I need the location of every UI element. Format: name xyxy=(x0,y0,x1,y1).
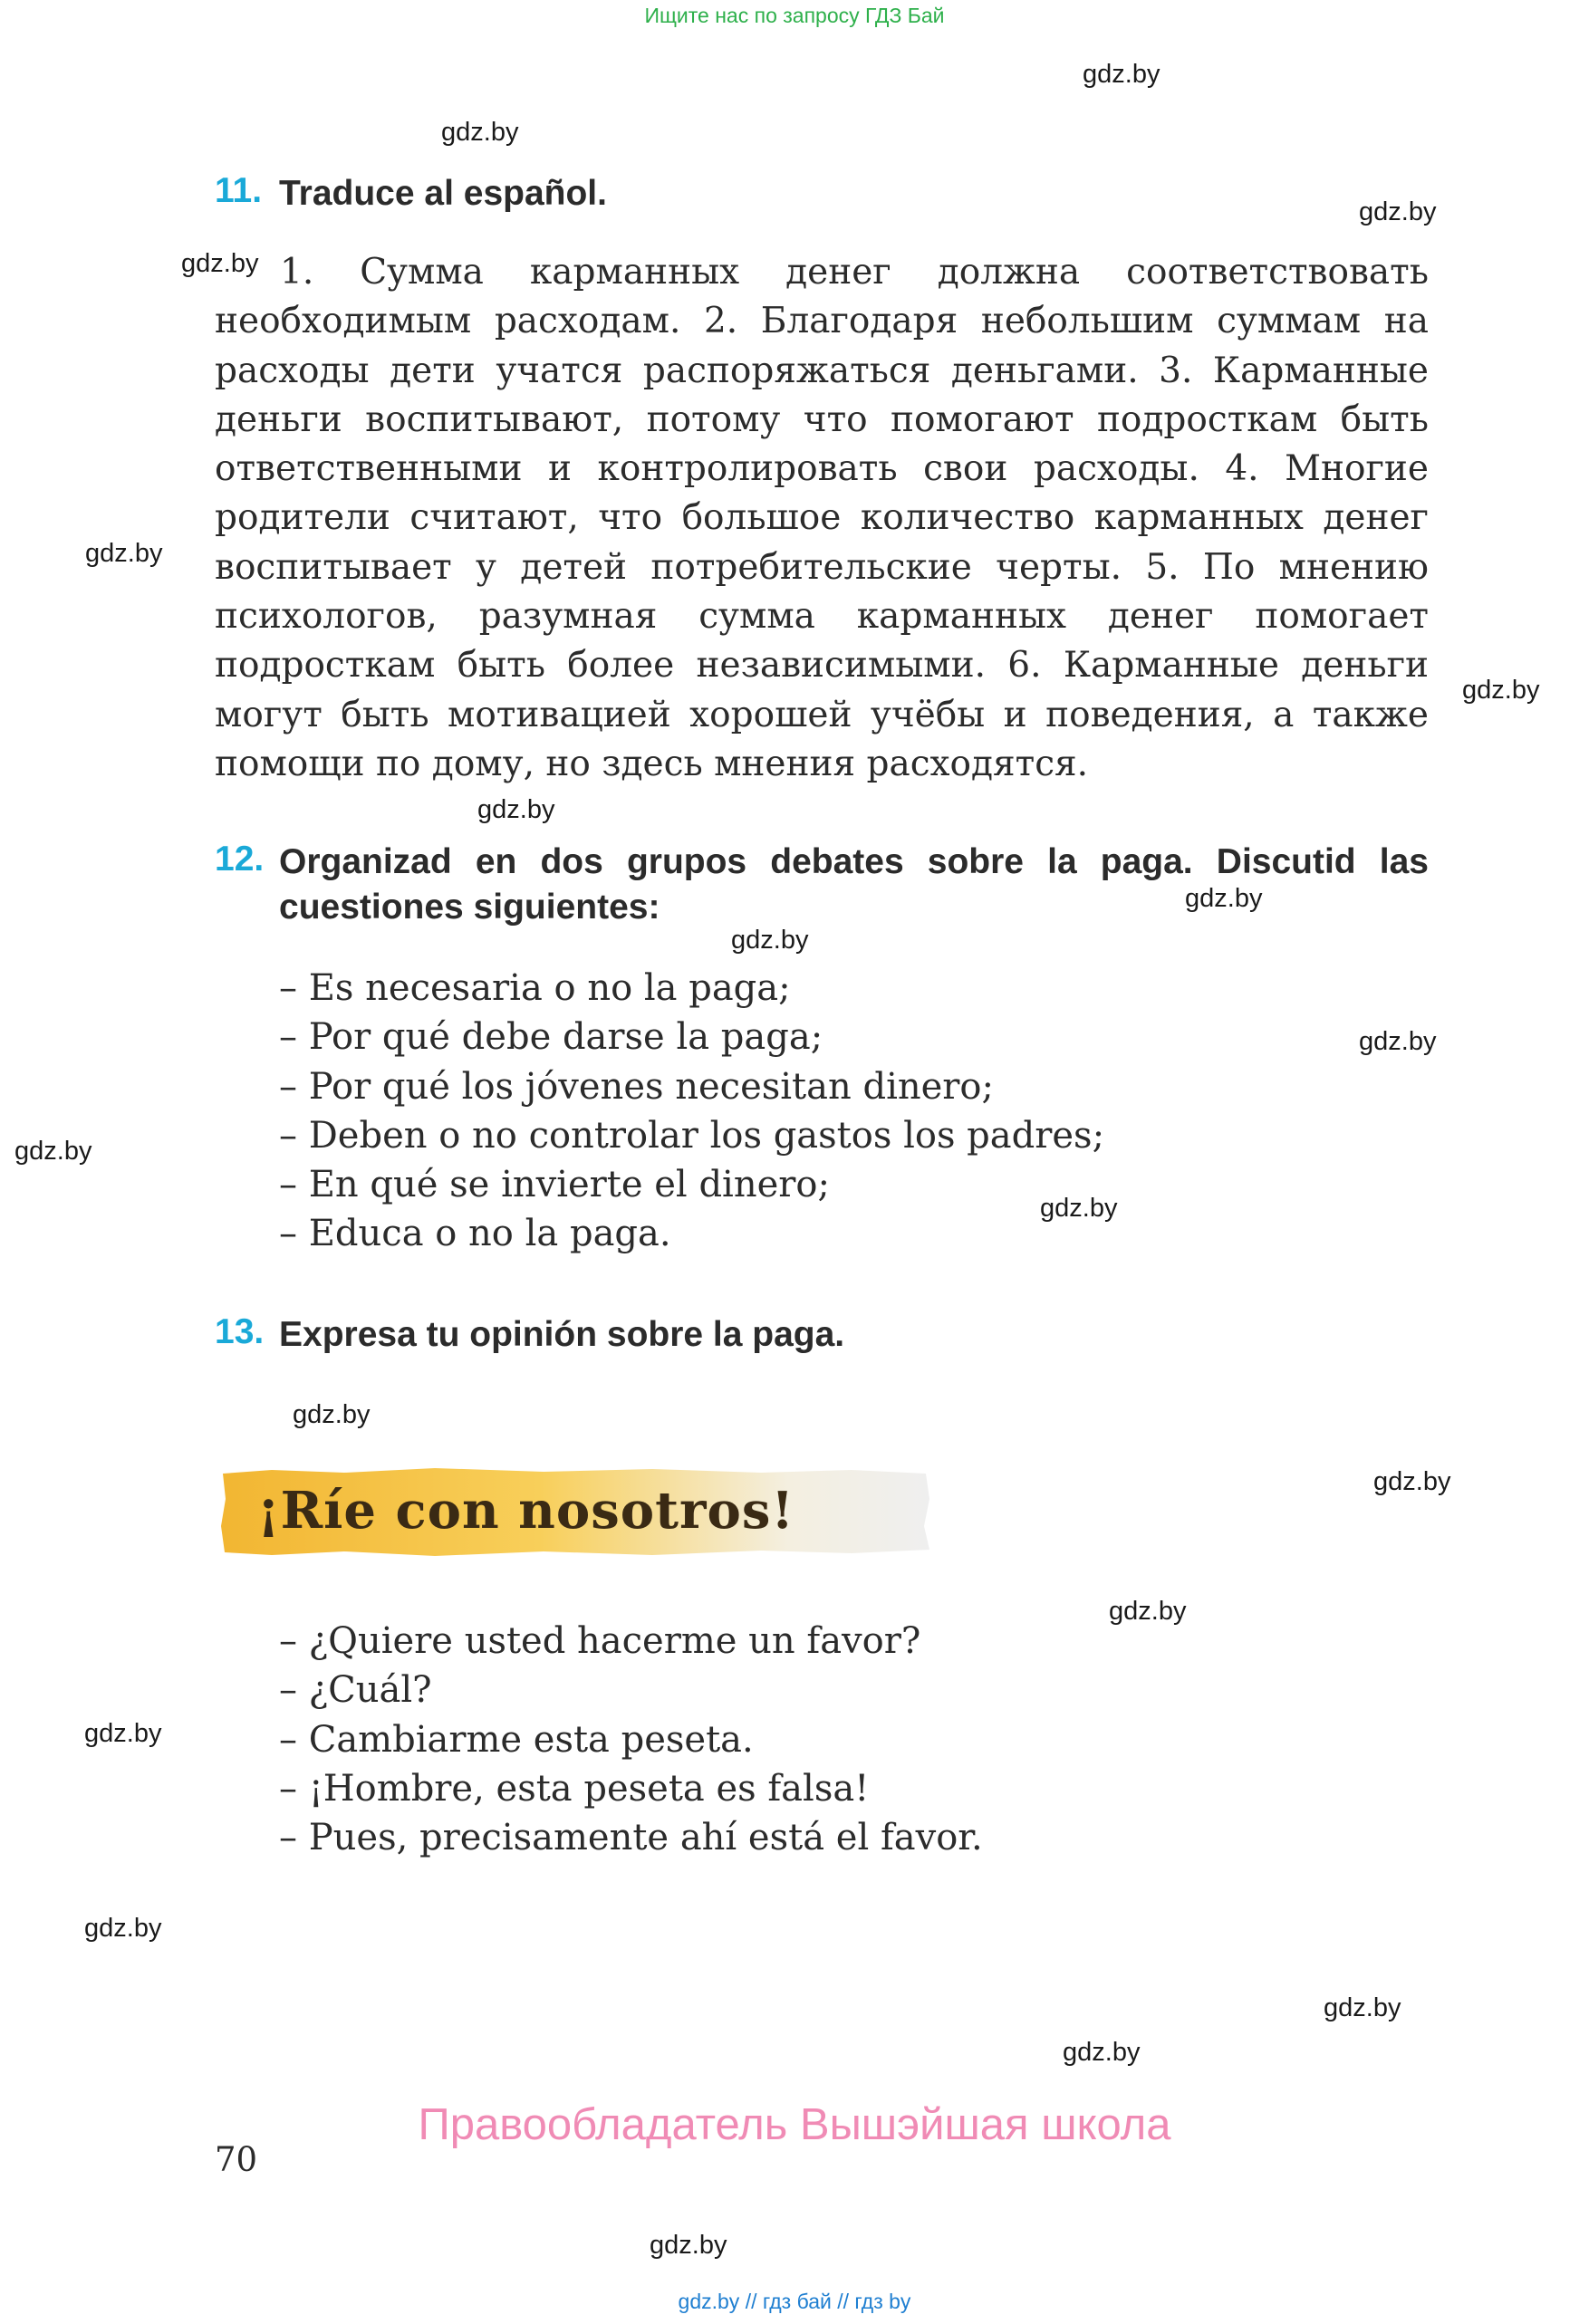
watermark: gdz.by xyxy=(650,2231,727,2260)
watermark: gdz.by xyxy=(1373,1467,1451,1496)
watermark: gdz.by xyxy=(1324,1993,1401,2022)
top-search-banner[interactable]: Ищите нас по запросу ГДЗ Бай xyxy=(644,4,945,27)
watermark: gdz.by xyxy=(1185,884,1263,913)
watermark: gdz.by xyxy=(1462,676,1540,705)
bottom-links[interactable]: gdz.by // гдз бай // гдз by xyxy=(678,2290,911,2313)
discussion-questions-list xyxy=(279,964,1104,1259)
list-item: – Es necesaria o no la paga; xyxy=(279,964,1104,1013)
watermark: gdz.by xyxy=(731,926,809,955)
list-item: – Deben o no controlar los gastos los padres; xyxy=(279,1111,1104,1160)
dialogue-line: – Cambiarme esta peseta. xyxy=(279,1715,983,1764)
watermark: gdz.by xyxy=(1063,2038,1141,2067)
watermark: gdz.by xyxy=(293,1400,371,1429)
exercise-number: 11. xyxy=(215,171,263,210)
watermark: gdz.by xyxy=(84,1914,162,1943)
joke-dialogue xyxy=(279,1617,983,1862)
dialogue-line: – ¡Hombre, esta peseta es falsa! xyxy=(279,1764,983,1813)
dialogue-line: – ¿Quiere usted hacerme un favor? xyxy=(279,1617,983,1666)
watermark: gdz.by xyxy=(1040,1194,1118,1223)
watermark: gdz.by xyxy=(85,539,163,568)
watermark: gdz.by xyxy=(14,1137,92,1166)
watermark: gdz.by xyxy=(1083,60,1160,89)
exercise-11-text: 1. Сумма карманных денег должна соответствовать необходимым расходам. 2. Благодаря небольшим суммам на расходы дети учатся распоряжаться деньгами. 3. Карманные деньги воспитывают, потому что помогают подросткам быть ответственными и контролировать свои расходы. 4. Многие родители считают, что большое количество карманных денег воспитывает у детей потребительские черты. 5. По мнению психологов, разумная сумма карманных денег помогает подросткам быть более независимыми. 6. Карманные деньги могут быть мотивацией хорошей учёбы и поведения, а также помощи по дому, но здесь мнения расходятся. xyxy=(215,252,1429,784)
list-item: – Por qué los jóvenes necesitan dinero; xyxy=(279,1062,1104,1111)
watermark: gdz.by xyxy=(441,118,519,147)
watermark: gdz.by xyxy=(1359,197,1437,226)
exercise-title: Organizad en dos grupos debates sobre la paga. Discutid las cuestiones siguientes: xyxy=(279,842,1429,927)
dialogue-line: – Pues, precisamente ahí está el favor. xyxy=(279,1813,983,1862)
watermark: gdz.by xyxy=(181,249,259,278)
exercise-title: Expresa tu opinión sobre la paga. xyxy=(279,1315,845,1354)
page-number: 70 xyxy=(215,2140,258,2179)
exercise-title: Traduce al español. xyxy=(279,174,607,213)
dialogue-line: – ¿Cuál? xyxy=(279,1666,983,1714)
list-item: – Por qué debe darse la paga; xyxy=(279,1013,1104,1061)
exercise-number: 13. xyxy=(215,1312,265,1351)
list-item: – En qué se invierte el dinero; xyxy=(279,1160,1104,1209)
watermark: gdz.by xyxy=(1359,1027,1437,1056)
exercise-number: 12. xyxy=(215,840,265,879)
watermark: gdz.by xyxy=(477,795,555,824)
joke-heading: ¡Ríe con nosotros! xyxy=(257,1481,794,1541)
watermark: gdz.by xyxy=(84,1719,162,1748)
list-item: – Educa o no la paga. xyxy=(279,1209,1104,1258)
copyright-notice: Правообладатель Вышэйшая школа xyxy=(418,2100,1171,2149)
watermark: gdz.by xyxy=(1109,1597,1187,1626)
